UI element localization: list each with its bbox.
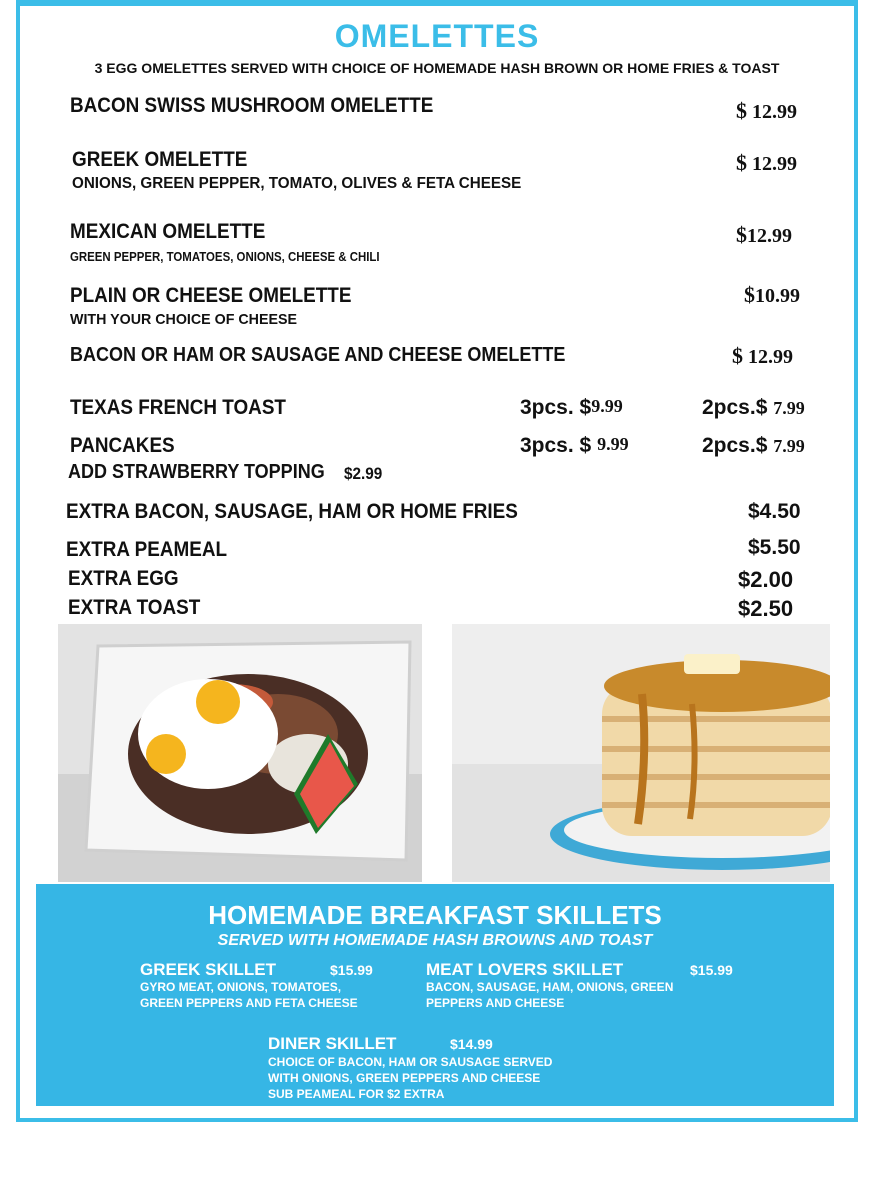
item-name: TEXAS FRENCH TOAST	[70, 396, 286, 419]
skillet-description: BACON, SAUSAGE, HAM, ONIONS, GREEN	[426, 980, 674, 994]
skillet-description: SUB PEAMEAL FOR $2 EXTRA	[268, 1087, 445, 1101]
skillets-title: HOMEMADE BREAKFAST SKILLETS	[208, 900, 662, 930]
price-2pcs: 2pcs.$ 7.99	[702, 434, 805, 457]
item-price: $10.99	[744, 282, 800, 307]
item-name: BACON OR HAM OR SAUSAGE AND CHEESE OMELETTE	[70, 344, 566, 366]
extra-name: EXTRA PEAMEAL	[66, 538, 228, 561]
pancake-stack-image	[452, 624, 830, 882]
page-title: OMELETTES	[334, 18, 540, 54]
skillet-description: PEPPERS AND CHEESE	[426, 996, 565, 1010]
pancakes-photo	[452, 624, 830, 882]
skillets-subtitle: SERVED WITH HOMEMADE HASH BROWNS AND TOAST	[217, 932, 653, 949]
item-price: $ 12.99	[732, 343, 793, 368]
item-description: ONIONS, GREEN PEPPER, TOMATO, OLIVES & FETA CHEESE	[72, 175, 522, 192]
item-description: WITH YOUR CHOICE OF CHEESE	[70, 311, 297, 328]
omelette-photo	[58, 624, 422, 882]
skillet-name: GREEK SKILLET	[140, 960, 277, 979]
addon-price: $2.99	[344, 464, 383, 483]
item-description: GREEN PEPPER, TOMATOES, ONIONS, CHEESE & CHILI	[70, 249, 380, 264]
price-3pcs: 3pcs. $9.99	[520, 396, 623, 419]
extra-price: $5.50	[748, 536, 801, 559]
skillets-panel	[36, 884, 834, 1106]
item-name: GREEK OMELETTE	[72, 148, 248, 171]
skillet-name: DINER SKILLET	[268, 1034, 397, 1053]
skillet-description: CHOICE OF BACON, HAM OR SAUSAGE SERVED	[268, 1055, 553, 1069]
item-price: $12.99	[736, 222, 792, 247]
price-2pcs: 2pcs.$ 7.99	[702, 396, 805, 419]
omelette-plate-image	[58, 624, 422, 882]
price-3pcs: 3pcs. $ 9.99	[520, 434, 629, 457]
skillet-price: $15.99	[690, 962, 733, 978]
skillet-price: $15.99	[330, 962, 373, 978]
extra-price: $4.50	[748, 500, 801, 523]
extra-name: EXTRA TOAST	[68, 596, 201, 619]
addon-name: ADD STRAWBERRY TOPPING	[68, 461, 325, 483]
skillet-name: MEAT LOVERS SKILLET	[426, 960, 624, 979]
skillet-description: WITH ONIONS, GREEN PEPPERS AND CHEESE	[268, 1071, 541, 1085]
extra-name: EXTRA BACON, SAUSAGE, HAM OR HOME FRIES	[66, 500, 518, 523]
item-name: BACON SWISS MUSHROOM OMELETTE	[70, 94, 434, 117]
extra-price: $2.50	[738, 596, 794, 621]
extra-price: $2.00	[738, 567, 794, 592]
extra-name: EXTRA EGG	[68, 567, 179, 590]
item-name: PANCAKES	[70, 434, 175, 457]
item-price: $ 12.99	[736, 150, 797, 175]
skillet-description: GYRO MEAT, ONIONS, TOMATOES,	[140, 980, 342, 994]
skillet-price: $14.99	[450, 1036, 493, 1052]
skillet-description: GREEN PEPPERS AND FETA CHEESE	[140, 996, 358, 1010]
page-subtitle: 3 EGG OMELETTES SERVED WITH CHOICE OF HOMEMADE HASH BROWN OR HOME FRIES & TOAST	[94, 60, 780, 76]
item-name: MEXICAN OMELETTE	[70, 220, 266, 243]
item-name: PLAIN OR CHEESE OMELETTE	[70, 284, 352, 307]
item-price: $ 12.99	[736, 98, 797, 123]
